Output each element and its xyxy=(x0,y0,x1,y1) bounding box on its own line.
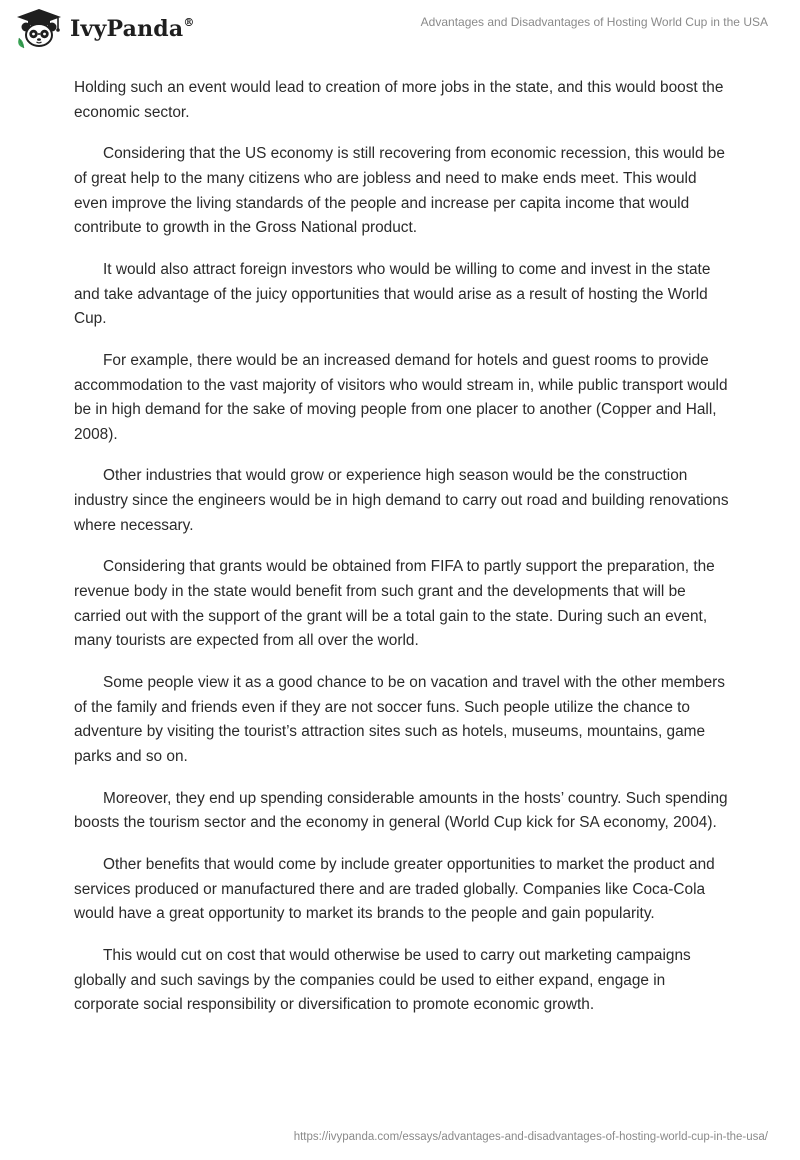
document-title: Advantages and Disadvantages of Hosting World Cup in the USA xyxy=(420,15,768,29)
paragraph: Other industries that would grow or experience high season would be the construction industry since the engineers would be in high demand to carry out road and building renovations where necessary. xyxy=(74,467,729,534)
paragraph: Considering that the US economy is still recovering from economic recession, this would be of great help to the many citizens who are jobless and need to make ends meet. This would even improve the living standards of the people and increase per capita income that would contribute to growth in the Gross National product. xyxy=(74,145,725,237)
essay-body xyxy=(74,76,730,1035)
paragraph: Holding such an event would lead to creation of more jobs in the state, and this would boost the economic sector. xyxy=(74,79,724,121)
paragraph: It would also attract foreign investors who would be willing to come and invest in the state and take advantage of the juicy opportunities that would arise as a result of hosting the World Cup. xyxy=(74,260,711,328)
page-header xyxy=(0,0,800,60)
paragraph: For example, there would be an increased demand for hotels and guest rooms to provide accommodation to the vast majority of visitors who would stream in, while public transport would be in high demand for the sake of moving people from one placer to another (Copper and Hall, 2008). xyxy=(74,351,728,443)
brand-logo[interactable] xyxy=(14,8,195,50)
source-url-link[interactable]: https://ivypanda.com/essays/advantages-and-disadvantages-of-hosting-world-cup-in-the-usa/ xyxy=(293,1131,768,1143)
paragraph: Other benefits that would come by include greater opportunities to market the product and services produced or manufactured there and are traded globally. Companies like Coca-Cola would have a great opportunity to market its brands to the people and gain popularity. xyxy=(74,855,715,923)
paragraph: Some people view it as a good chance to be on vacation and travel with the other members of the family and friends even if they are not soccer funs. Such people utilize the chance to adventure by visiting the tourist’s attraction sites such as hotels, museums, mountains, game parks and so on. xyxy=(74,674,725,765)
brand-name: IvyPanda® xyxy=(70,15,195,42)
graduate-panda-icon xyxy=(14,8,64,50)
paragraph: Considering that grants would be obtained from FIFA to partly support the preparation, the revenue body in the state would benefit from such grant and the developments that will be carried out with the support of the grant will be a total gain to the state. During such an event, many tourists are expected from all over the world. xyxy=(74,558,715,650)
paragraph: This would cut on cost that would otherwise be used to carry out marketing campaigns globally and such savings by the companies could be used to either expand, engage in corporate social responsibility or diversification to promote economic growth. xyxy=(74,946,691,1014)
paragraph: Moreover, they end up spending considerable amounts in the hosts’ country. Such spending boosts the tourism sector and the economy in general (World Cup kick for SA economy, 2004). xyxy=(74,789,728,832)
